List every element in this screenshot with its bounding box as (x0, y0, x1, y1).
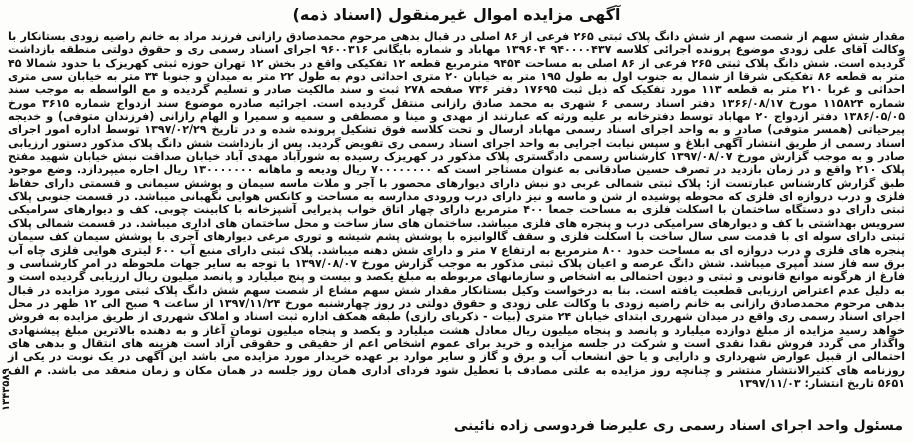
notice-body: مقدار شش سهم از شصت سهم از شش دانگ پلاک ثبتی ۲۶۵ فرعی از ۸۶ اصلی در قبال بدهی مرحوم محمدصادق رازانی فرزند مراد به خانم راضیه زودی بستانکار با وکالت آقای علی زودی موضوع پرونده اجرائی کلاسه ۹۴۰۰۰۰۴۳۷ ۱۳۹۶۰۴ مهاباد و شماره بایگانی ۹۶۰۰۳۱۶ اجرای اسناد رسمی ری و حقوق دولتی منطقه بازداشت گردیده است. شش دانگ پلاک ثبتی ۲۶۵ فرعی از ۸۶ اصلی به مساحت ۹۴۵۴ مترمربع قطعه ۱۲ تفکیکی واقع در بخش ۱۲ تهران حوزه ثبتی کهریزک با حدود شمالا ۴۵ متر به قطعه ۸۶ تفکیکی شرقا از شمال به جنوب اول به طول ۱۹۵ متر به خیابان ۲۰ متری احداثی دوم به طول ۲۲ متر به میدان و جنوبا ۳۴ متر به خیابان سی متری احداثی و غربا ۲۱۰ متر به قطعه ۱۱۳ مورد تفکیک که ذیل ثبت ۱۷۶۹۵ دفتر ۷۳۶ صفحه ۲۷۸ ثبت و سند مالکیت صادر و تسلیم گردیده و مع الواسطه به موجب سند شماره ۱۱۵۸۲۴ مورخ ۱۳۶۶/۰۸/۱۷ دفتر اسناد رسمی ۶ شهری به محمد صادق رازانی منتقل گردیده است. اجرائیه صادره موضوع سند ازدواج شماره ۳۶۱۵ مورخ ۱۳۸۶/۰۵/۰۵ دفتر ازدواج ۲۰ مهاباد توسط دفترخانه بر علیه ورثه که عبارتند از مهدی و مینا و مصطفی و سمیه و سمیرا و الهام رازانی (فرزندان متوفی) و خدیجه پیرحیاتی (همسر متوفی) صادر و به واحد اجرای اسناد رسمی مهاباد ارسال و تحت کلاسه فوق تشکیل پرونده شده و در تاریخ ۱۳۹۷/۰۲/۲۹ توسط اداره امور اجرای اسناد رسمی از طریق انتشار آگهی ابلاغ و سپس نیابت اجرایی به واحد اجرای اسناد رسمی ری تفویض گردید. پس از بازداشت شش دانگ پلاک مذکور دستور ارزیابی صادر و به موجب گزارش مورخ ۱۳۹۷/۰۸/۰۷ کارشناس رسمی دادگستری پلاک مذکور در کهریزک رسیده به شورآباد مهدی آباد خیابان صداقت نبش خیابان شهید مفتح پلاک ۲۱۰ واقع و در زمان بازدید در تصرف حسین صادقانی به عنوان مستاجر است که ۷۰۰۰۰۰۰۰۰ ریال ودیعه و ماهانه ۱۳۰۰۰۰۰۰۰ ریال اجاره میپردازد. وضع موجود طبق گزارش کارشناس عبارتست از: پلاک ثبتی شمالی غربی دو نبش دارای دیوارهای محصور با آجر و ملات ماسه سیمان و پوشش سیمانی و قسمتی دارای حفاظ فلزی و درب دروازه ای فلزی که محوطه پوشیده از شن و ماسه و نیز دارای درب ورودی مدارسه به مساحت و کانکس هوایی نگهبانی میباشد. در قسمت جنوبی پلاک ثبتی دارای دو دستگاه ساختمان با اسکلت فلزی به مساحت جمعا ۴۰۰ مترمربع دارای چهار اتاق خواب پذیرایی آشپزخانه با کابینت چوبی. کف و دیوارهای سرامیکی سرویس بهداشتی با کف و دیوارهای سرامیکی درب و پنجره های فلزی میباشد. ساختمان های ساز ساخت و محل ساختمان های اداری میباشد. در قسمت شمالی پلاک ثبتی دارای سوله ای با قدمت سی سال ساخت با اسکلت فلزی و سقف گالوانیزه با پوشش پشم شیشه و توری مرغی دیوارهای آجری با پوشش سیمان کف سیمان پنجره های فلزی و درب دروازه ای به مساحت حدود ۸۰۰ مترمربع به ارتفاع ۷ متر و دارای شش دهنه میباشد. پلاک ثبتی دارای منبع آب ۶۰۰ لیتری هوایی فلزی چاه آب برق سه فاز سند آمپری میباشد. شش دانگ عرصه و اعیان پلاک ثبتی مذکور به موجب گزارش مورخ ۱۳۹۷/۰۸/۰۷ با توجه به سایر جهات ملحوظه در امر کارشناسی و فارغ از هرگونه موانع قانونی و ثبتی و دیون احتمالی به اشخاص و سازمانهای مربوطه به مبلغ یکصد و بیست و پنج میلیارد و پانصد میلیون ریال ارزیابی گردیده است و به دلیل عدم اعتراض ارزیابی قطعیت یافته است. بنا به درخواست وکیل بستانکار مقدار شش سهم مشاع از شصت سهم شش دانگ پلاک ثبتی مورد مزایده در قبال بدهی مرحوم محمدصادق رازانی به خانم راضیه زودی با وکالت علی زودی و حقوق دولتی در روز چهارشنبه مورخ ۱۳۹۷/۱۱/۲۴ از ساعت ۹ صبح الی ۱۲ ظهر در محل اجرای اسناد رسمی ری واقع در میدان شهرری ابتدای خیابان ۲۴ متری (بیات - ذکریای رازی) طبقه همکف اداره ثبت اسناد و املاک شهرری از طریق مزایده به فروش خواهد رسید مزایده از مبلغ دوازده میلیارد و پانصد و پنجاه میلیون ریال معادل هشت میلیارد و یکصد و پنجاه میلیون تومان آغاز و به دهنده بالاترین مبلغ پیشنهادی واگذار می گردد فروش نقدا نقدی است و شرکت در جلسه مزایده و خرید برای عموم اشخاص اعم از حقیقی و حقوقی آزاد است هزینه های انتقال و بدهی های احتمالی از قبیل عوارض شهرداری و دارایی و یا حق انشعاب آب و برق و گاز و سایر موارد بر عهده خریدار مورد مزایده می باشد این آگهی در یک نوبت در یکی از روزنامه های کثیرالانتشار منتشر و چنانچه روز مزایده به علتی مصادف با تعطیل شود فردای اداری همان روز جلسه در همان مکان و زمان منعقد می باشد. م الف ۵۶۵۱ تاریخ انتشار: ۱۳۹۷/۱۱/۰۳ (8, 30, 906, 390)
notice-footer-signature: مسئول واحد اجرای اسناد رسمی ری علیرضا فردوسی زاده نائینی (453, 418, 903, 434)
notice-title: آگهی مزایده اموال غیرمنقول (اسناد ذمه) (292, 5, 621, 24)
side-code: ۱۳۴۳۵۸۹ (1, 368, 12, 412)
